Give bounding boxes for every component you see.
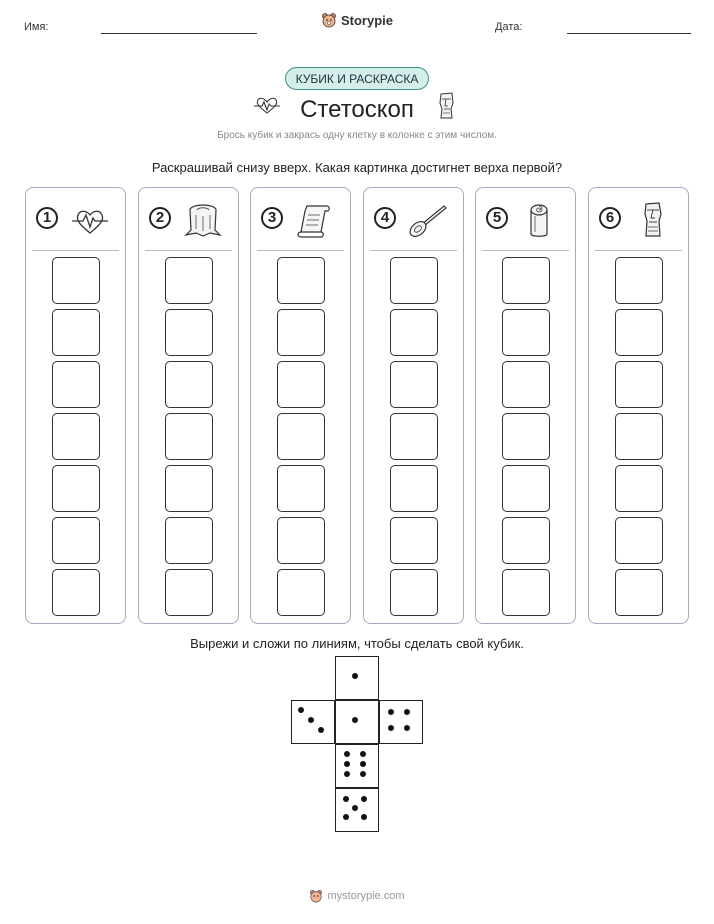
dice-face-1	[335, 700, 379, 744]
color-cell[interactable]	[502, 257, 550, 304]
color-cell[interactable]	[502, 569, 550, 616]
color-cell[interactable]	[52, 257, 100, 304]
dice-face-5	[335, 788, 379, 832]
page-title: Стетоскоп	[300, 96, 414, 123]
color-cell[interactable]	[390, 309, 438, 356]
color-cell[interactable]	[502, 465, 550, 512]
color-cell[interactable]	[615, 361, 663, 408]
bear-logo-icon	[321, 12, 337, 28]
dice-net	[291, 656, 425, 836]
color-cell[interactable]	[390, 413, 438, 460]
color-cell[interactable]	[52, 361, 100, 408]
name-label: Имя:	[24, 21, 49, 33]
column-number: 2	[149, 207, 171, 229]
column-5	[475, 187, 576, 624]
color-cell[interactable]	[277, 257, 325, 304]
color-cell[interactable]	[52, 413, 100, 460]
color-cell[interactable]	[165, 257, 213, 304]
column-number: 4	[374, 207, 396, 229]
color-cell[interactable]	[277, 517, 325, 564]
color-cell[interactable]	[615, 569, 663, 616]
color-cell[interactable]	[390, 569, 438, 616]
name-line	[101, 33, 257, 34]
color-cell[interactable]	[277, 465, 325, 512]
color-cell[interactable]	[502, 413, 550, 460]
footer	[0, 889, 714, 906]
color-cell[interactable]	[615, 309, 663, 356]
scroll-icon	[295, 202, 335, 238]
horn-icon	[408, 202, 448, 238]
color-cell[interactable]	[390, 465, 438, 512]
column-6	[588, 187, 689, 624]
column-2	[138, 187, 239, 624]
color-cell[interactable]	[165, 517, 213, 564]
color-cell[interactable]	[390, 361, 438, 408]
column-number: 1	[36, 207, 58, 229]
dice-face-1	[335, 656, 379, 700]
color-cell[interactable]	[277, 361, 325, 408]
cut-instruction: Вырежи и сложи по линиям, чтобы сделать свой кубик.	[190, 636, 524, 651]
column-number: 5	[486, 207, 508, 229]
column-3	[250, 187, 351, 624]
color-cell[interactable]	[165, 413, 213, 460]
color-cell[interactable]	[52, 517, 100, 564]
color-cell[interactable]	[390, 257, 438, 304]
heartbeat-icon	[70, 202, 110, 238]
color-cell[interactable]	[52, 465, 100, 512]
coloring-instruction: Раскрашивай снизу вверх. Какая картинка достигнет верха первой?	[151, 160, 563, 175]
rolled-log-icon	[520, 202, 560, 238]
color-cell[interactable]	[165, 361, 213, 408]
date-line	[567, 33, 691, 34]
color-cell[interactable]	[502, 309, 550, 356]
moai-statue-icon	[436, 91, 458, 121]
tree-stump-icon	[183, 202, 223, 238]
footer-url[interactable]: mystorypie.com	[327, 890, 405, 902]
color-cell[interactable]	[615, 257, 663, 304]
column-number: 6	[599, 207, 621, 229]
color-cell[interactable]	[277, 413, 325, 460]
brand-name: Storypie	[340, 12, 393, 28]
column-4	[363, 187, 464, 624]
color-cell[interactable]	[165, 569, 213, 616]
color-cell[interactable]	[502, 517, 550, 564]
color-cell[interactable]	[390, 517, 438, 564]
color-cell[interactable]	[615, 517, 663, 564]
bear-logo-icon	[309, 889, 323, 903]
color-cell[interactable]	[52, 569, 100, 616]
color-cell[interactable]	[502, 361, 550, 408]
dice-face-6	[335, 744, 379, 788]
color-cell[interactable]	[277, 309, 325, 356]
color-cell[interactable]	[52, 309, 100, 356]
activity-badge: КУБИК И РАСКРАСКА	[285, 67, 429, 90]
color-cell[interactable]	[615, 465, 663, 512]
dice-face-4	[379, 700, 423, 744]
color-cell[interactable]	[277, 569, 325, 616]
dice-face-3	[291, 700, 335, 744]
brand-logo	[0, 12, 714, 31]
column-number: 3	[261, 207, 283, 229]
color-cell[interactable]	[165, 465, 213, 512]
moai-statue-icon	[633, 202, 673, 238]
color-cell[interactable]	[615, 413, 663, 460]
column-1	[25, 187, 126, 624]
subtitle: Брось кубик и закрась одну клетку в колонке с этим числом.	[217, 130, 497, 141]
date-label: Дата:	[495, 21, 523, 33]
color-cell[interactable]	[165, 309, 213, 356]
